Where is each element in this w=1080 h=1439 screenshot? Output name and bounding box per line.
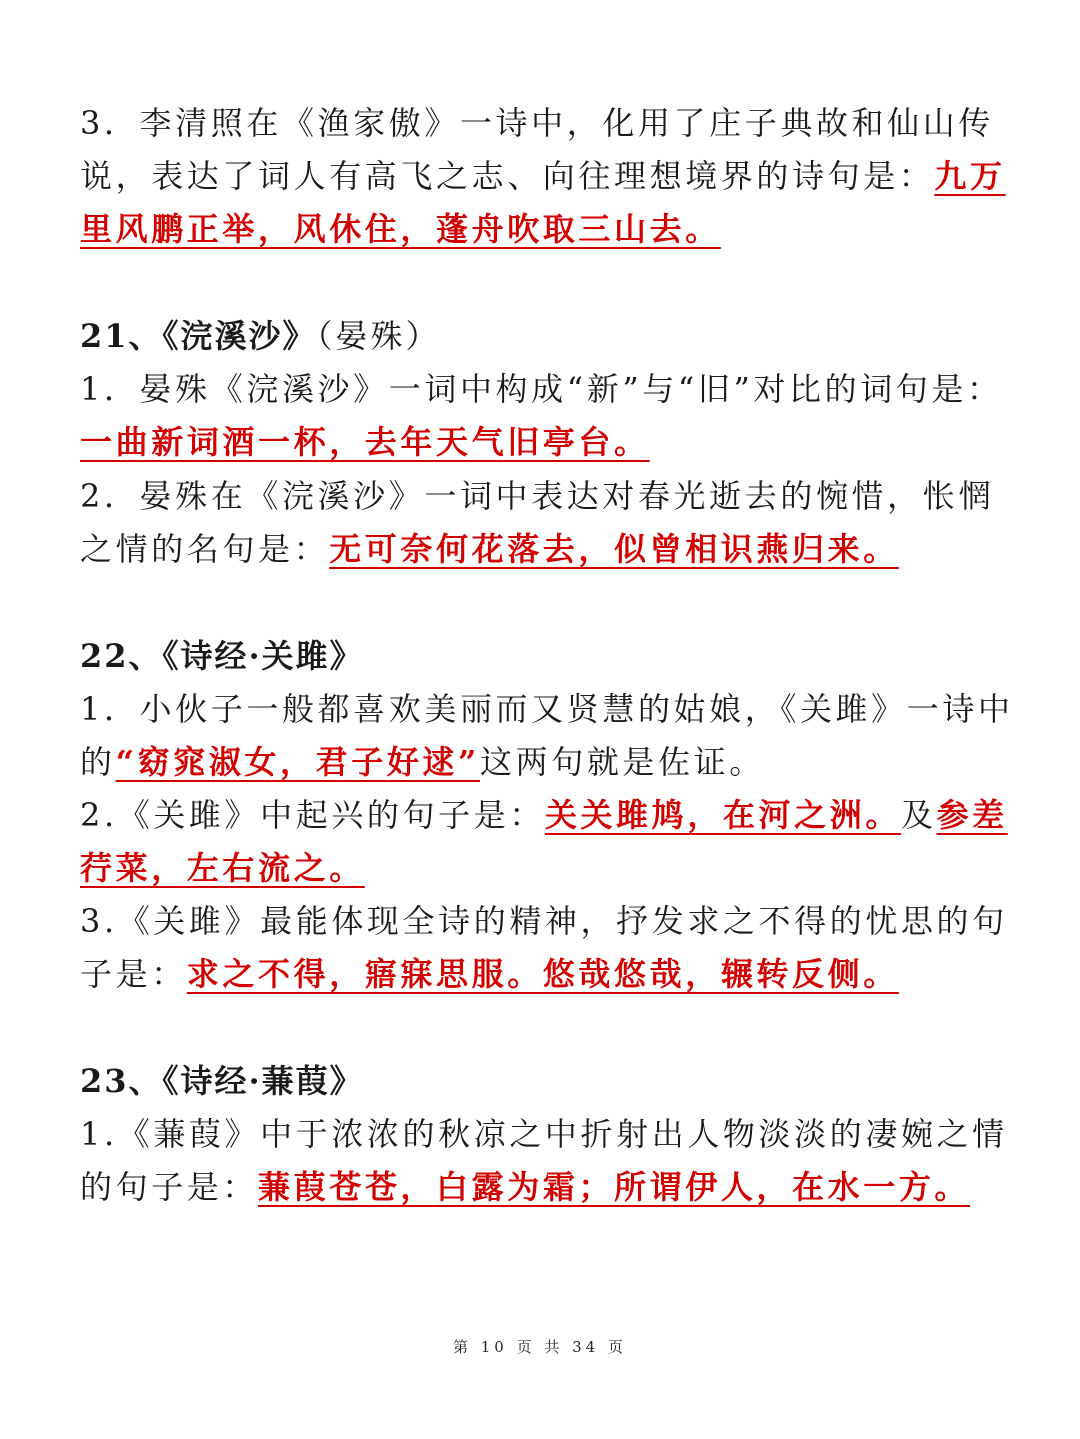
s22-q2-answer-1: 关关雎鸠，在河之洲。 xyxy=(544,796,901,834)
s22-heading xyxy=(80,630,1020,683)
s23-q1-text: 1.《蒹葭》中于浓浓的秋凉之中折射出人物淡淡的凄婉之情的句子是： xyxy=(80,1115,1008,1206)
s22-title: 22、《诗经·关雎》 xyxy=(80,637,364,675)
s21-heading xyxy=(80,310,1020,363)
s22-question-2 xyxy=(80,789,1020,895)
s21-question-2 xyxy=(80,470,1020,576)
s22-question-3 xyxy=(80,895,1020,1001)
s23-title: 23、《诗经·蒹葭》 xyxy=(80,1062,364,1100)
s22-question-1 xyxy=(80,683,1020,789)
s21-question-1 xyxy=(80,363,1020,469)
s20-question-3 xyxy=(80,97,1020,256)
s22-q2-answer-2: 参差荇菜，左右流之。 xyxy=(80,796,1008,887)
s22-q2-text: 2.《关雎》中起兴的句子是： xyxy=(80,796,545,834)
s20-q3-text: 3．李清照在《渔家傲》一诗中，化用了庄子典故和仙山传说，表达了词人有高飞之志、向往理想境界的诗句是： xyxy=(80,104,994,195)
s21-q2-answer: 无可奈何花落去，似曾相识燕归来。 xyxy=(329,530,899,568)
s22-q3-text: 3.《关雎》最能体现全诗的精神，抒发求之不得的忧思的句子是： xyxy=(80,902,1008,993)
s23-q1-answer: 蒹葭苍苍，白露为霜；所谓伊人，在水一方。 xyxy=(258,1168,971,1206)
s21-q1-text: 1．晏殊《浣溪沙》一词中构成“新”与“旧”对比的词句是： xyxy=(80,370,1003,408)
s21-title: 21、《浣溪沙》 xyxy=(80,317,317,355)
s22-q1-text-end: 这两句就是佐证。 xyxy=(480,743,765,781)
s23-question-1 xyxy=(80,1108,1020,1214)
s22-q3-answer: 求之不得，寤寐思服。悠哉悠哉，辗转反侧。 xyxy=(186,955,899,993)
s20-q3-answer: 九万里风鹏正举，风休住，蓬舟吹取三山去。 xyxy=(80,157,1006,248)
page-footer: 第 10 页 共 34 页 xyxy=(452,1338,627,1356)
s22-q1-answer: “窈窕淑女，君子好逑” xyxy=(115,743,481,781)
s21-author: （晏殊） xyxy=(316,317,441,355)
s22-q1-text: 1．小伙子一般都喜欢美丽而又贤慧的姑娘，《关雎》一诗中的 xyxy=(80,690,1014,781)
s21-q1-answer: 一曲新词酒一杯，去年天气旧亭台。 xyxy=(80,423,650,461)
s22-q2-connector: 及 xyxy=(900,796,937,834)
s23-heading xyxy=(80,1055,1020,1108)
s21-q2-text: 2．晏殊在《浣溪沙》一词中表达对春光逝去的惋惜，怅惘之情的名句是： xyxy=(80,477,994,568)
